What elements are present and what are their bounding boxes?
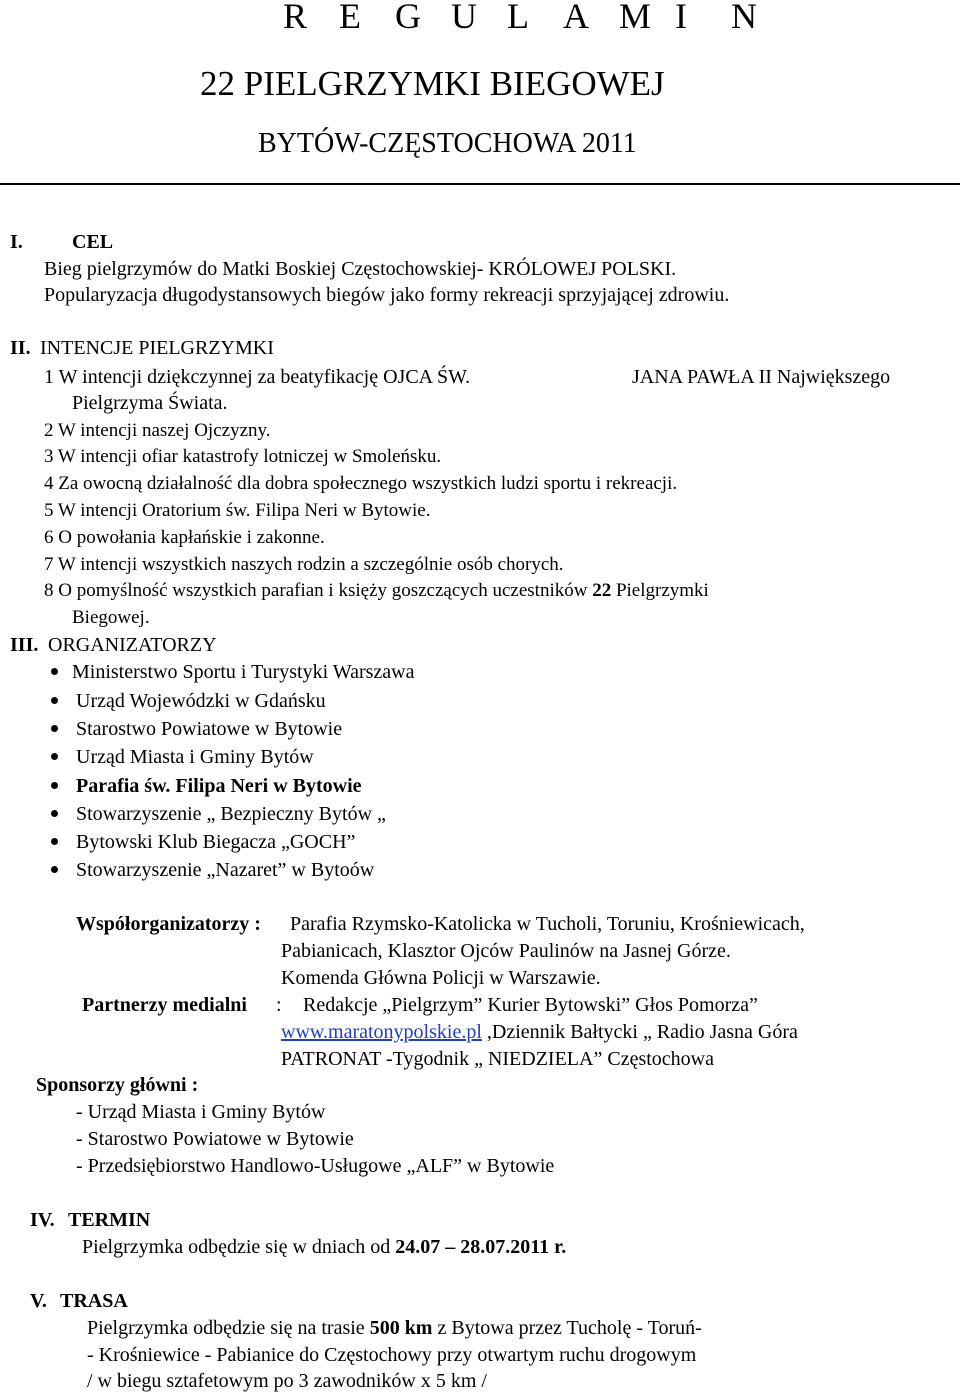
document-route-year: BYTÓW-CZĘSTOCHOWA 2011: [258, 128, 637, 159]
organizer-item: Bytowski Klub Biegacza „GOCH”: [76, 831, 356, 853]
section-4-title: TERMIN: [68, 1209, 151, 1231]
route-line: [87, 1316, 702, 1340]
section-1-title: CEL: [72, 231, 114, 253]
intention-7: 7 W intencji wszystkich naszych rodzin a szczególnie osób chorych.: [44, 554, 564, 575]
organizer-item: Parafia św. Filipa Neri w Bytowie: [76, 775, 362, 797]
media-partners-label: Partnerzy medialni: [82, 994, 247, 1016]
title-letter: E: [339, 0, 361, 36]
bullet-icon: [51, 725, 58, 732]
media-partners-line: [281, 1020, 798, 1044]
document-title: [283, 0, 757, 36]
intention-3: 3 W intencji ofiar katastrofy lotniczej w Smoleńsku.: [44, 446, 442, 467]
bullet-icon: [51, 782, 58, 789]
intention-8-text-end: Pielgrzymki: [615, 580, 709, 601]
section-2-number: II.: [10, 337, 31, 359]
title-letter: U: [451, 0, 477, 36]
organizer-item: Urząd Miasta i Gminy Bytów: [76, 746, 314, 768]
intention-8-text: 8 O pomyślność wszystkich parafian i księży goszczących uczestników: [44, 580, 588, 601]
section-3-number: III.: [10, 634, 39, 656]
term-text: Pielgrzymka odbędzie się w dniach od: [82, 1236, 391, 1258]
section-1-line: Popularyzacja długodystansowych biegów jako formy rekreacji sprzyjającej zdrowiu.: [44, 284, 730, 306]
header-divider: [0, 183, 960, 185]
section-4-number: IV.: [30, 1209, 55, 1231]
title-letter: L: [507, 0, 529, 36]
intention-8-number: 22: [592, 580, 612, 601]
route-distance: 500 km: [369, 1317, 433, 1339]
sponsor-item: - Przedsiębiorstwo Handlowo-Usługowe „ALF” w Bytowie: [76, 1155, 555, 1177]
intention-1-cont: Pielgrzyma Świata.: [72, 392, 228, 414]
title-letter: G: [395, 0, 421, 36]
intention-5: 5 W intencji Oratorium św. Filipa Neri w Bytowie.: [44, 500, 431, 521]
title-letter: A: [563, 0, 589, 36]
organizer-item: Ministerstwo Sportu i Turystyki Warszawa: [72, 661, 415, 683]
intention-8-cont: Biegowej.: [72, 607, 150, 628]
section-5-number: V.: [30, 1290, 47, 1312]
co-organizers-label: Współorganizatorzy :: [76, 913, 261, 935]
route-text: Pielgrzymka odbędzie się na trasie: [87, 1317, 365, 1339]
bullet-icon: [51, 753, 58, 760]
intention-1: 1 W intencji dziękczynnej za beatyfikację OJCA ŚW.: [44, 366, 471, 388]
section-5-title: TRASA: [60, 1290, 128, 1312]
title-letter: M: [619, 0, 652, 36]
title-letter: I: [675, 0, 687, 36]
intention-8: [44, 580, 709, 602]
bullet-icon: [51, 668, 58, 675]
intention-2: 2 W intencji naszej Ojczyzny.: [44, 420, 271, 441]
organizer-item: Stowarzyszenie „ Bezpieczny Bytów „: [76, 803, 386, 825]
organizer-item: Starostwo Powiatowe w Bytowie: [76, 718, 343, 740]
section-3-title: ORGANIZATORZY: [48, 634, 217, 656]
bullet-icon: [51, 697, 58, 704]
route-line: - Krośniewice - Pabianice do Częstochowy przy otwartym ruchu drogowym: [87, 1344, 697, 1366]
route-text-end: z Bytowa przez Tucholę - Toruń-: [437, 1317, 702, 1339]
organizer-item: Stowarzyszenie „Nazaret” w Bytoów: [76, 859, 375, 881]
route-line: / w biegu sztafetowym po 3 zawodników x 5 km /: [87, 1370, 487, 1392]
intention-6: 6 O powołania kapłańskie i zakonne.: [44, 527, 325, 548]
bullet-icon: [51, 838, 58, 845]
co-organizers-line: Parafia Rzymsko-Katolicka w Tucholi, Toruniu, Krośniewicach,: [290, 913, 805, 935]
sponsors-label: Sponsorzy główni :: [36, 1074, 199, 1096]
section-2-title: INTENCJE PIELGRZYMKI: [40, 337, 274, 359]
intention-1-cont: JANA PAWŁA II Największego: [632, 366, 891, 388]
title-letter: N: [731, 0, 757, 36]
co-organizers-line: Pabianicach, Klasztor Ojców Paulinów na Jasnej Górze.: [281, 940, 731, 962]
sponsor-item: - Starostwo Powiatowe w Bytowie: [76, 1128, 354, 1150]
title-letter: R: [283, 0, 308, 36]
document-subtitle: 22 PIELGRZYMKI BIEGOWEJ: [200, 64, 665, 103]
intention-4: 4 Za owocną działalność dla dobra społecznego wszystkich ludzi sportu i rekreacji.: [44, 473, 678, 494]
patronage-line: PATRONAT -Tygodnik „ NIEDZIELA” Częstochowa: [281, 1048, 714, 1070]
term-dates: 24.07 – 28.07.2011 r.: [395, 1236, 567, 1258]
co-organizers-line: Komenda Główna Policji w Warszawie.: [281, 967, 601, 989]
bullet-icon: [51, 866, 58, 873]
section-1-number: I.: [10, 231, 23, 253]
media-partners-colon: :: [276, 994, 282, 1016]
organizer-item: Urząd Wojewódzki w Gdańsku: [76, 690, 326, 712]
section-1-line: Bieg pielgrzymów do Matki Boskiej Częstochowskiej- KRÓLOWEJ POLSKI.: [44, 258, 677, 280]
media-partners-line: Redakcje „Pielgrzym” Kurier Bytowski” Głos Pomorza”: [303, 994, 758, 1016]
media-partners-text: ,Dziennik Bałtycki „ Radio Jasna Góra: [481, 1021, 798, 1043]
bullet-icon: [51, 810, 58, 817]
maratony-link[interactable]: www.maratonypolskie.pl: [281, 1021, 482, 1043]
term-line: [82, 1235, 566, 1259]
sponsor-item: - Urząd Miasta i Gminy Bytów: [76, 1101, 326, 1123]
